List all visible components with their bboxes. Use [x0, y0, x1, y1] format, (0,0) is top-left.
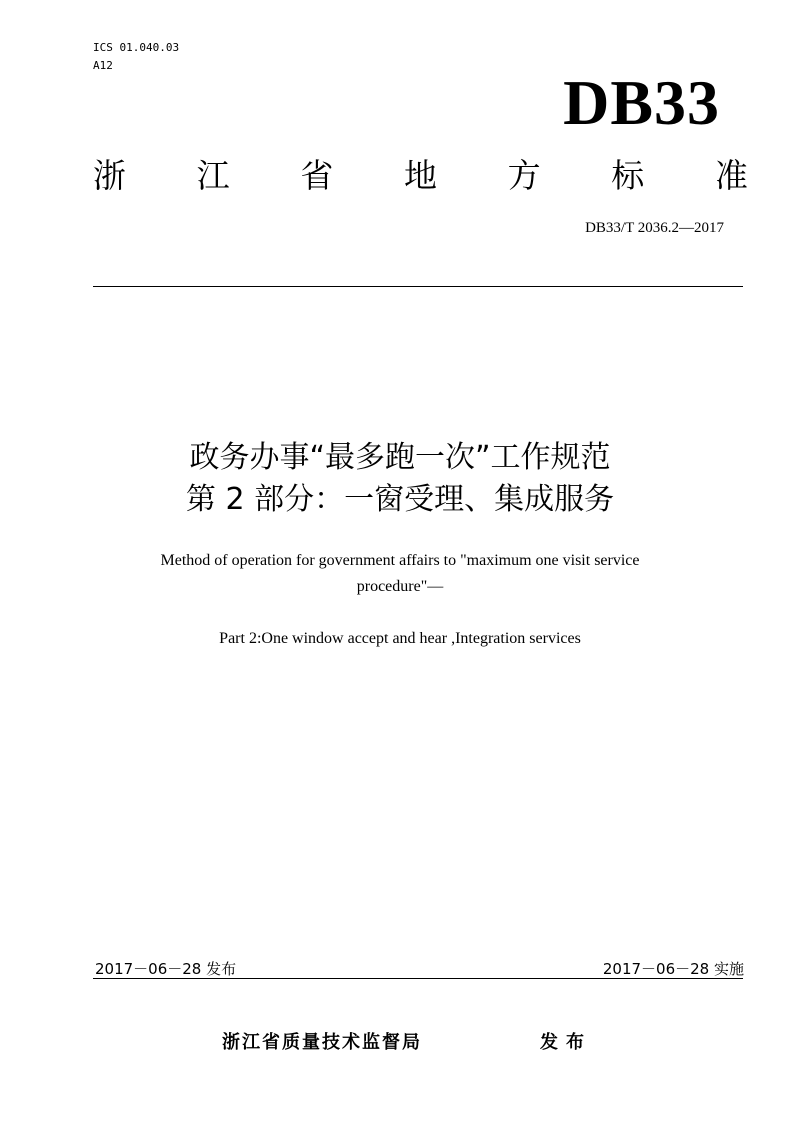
issue-date: 2017－06－28 发布: [95, 960, 237, 978]
standard-type-char: 方: [507, 156, 541, 195]
title-zh-line-1: 政务办事“最多跑一次”工作规范: [189, 440, 611, 475]
issue-label: 发布: [540, 1032, 592, 1053]
ccs-code: A12: [93, 59, 113, 72]
ics-code: ICS 01.040.03: [93, 41, 180, 54]
standard-type-char: 省: [300, 156, 334, 195]
standard-type-char: 浙: [93, 156, 126, 195]
standard-type: [93, 154, 748, 198]
standard-type-char: 地: [403, 156, 437, 195]
standard-type-char: 准: [714, 156, 748, 195]
standard-number: DB33/T 2036.2—2017: [585, 220, 724, 236]
title-en-line-1: Method of operation for government affairs to "maximum one visit service: [160, 552, 640, 569]
title-zh-line-2: 第 2 部分：一窗受理、集成服务: [185, 482, 615, 517]
title-en-line-3: Part 2:One window accept and hear ,Integration services: [219, 630, 581, 647]
implementation-date: 2017－06－28 实施: [602, 960, 744, 978]
standard-type-char: 标: [611, 156, 645, 195]
title-en-line-2: procedure"—: [356, 578, 444, 595]
db-mark: DB33: [563, 67, 720, 138]
issuing-authority: 浙江省质量技术监督局: [222, 1032, 422, 1053]
standard-type-char: 江: [196, 156, 230, 195]
header-divider: [93, 286, 743, 287]
footer-divider: [93, 978, 743, 979]
